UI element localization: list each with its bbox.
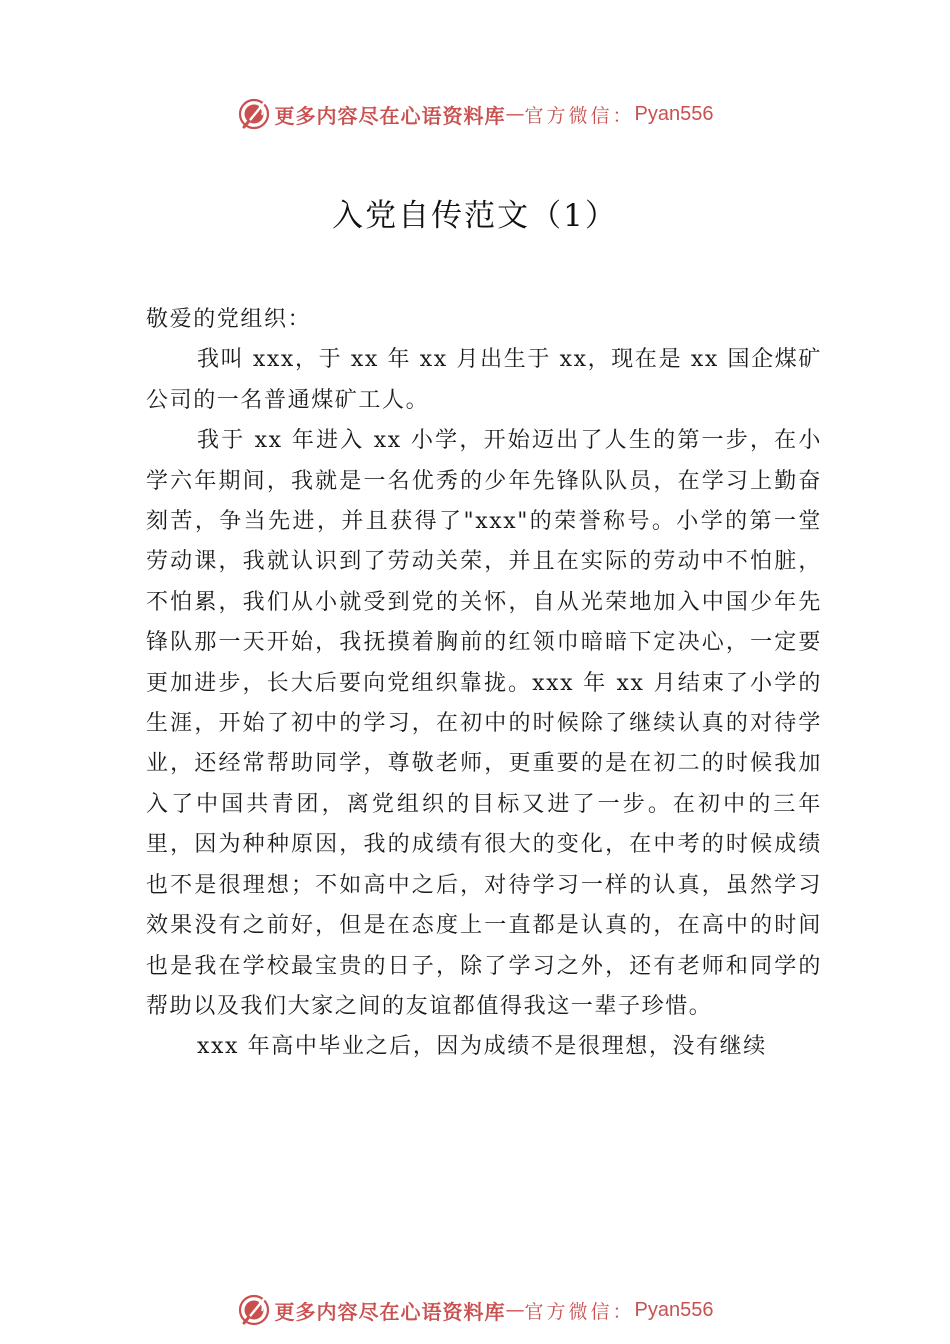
watermark-separator: —: [505, 1299, 525, 1321]
watermark-wechat-id: Pyan556: [634, 102, 714, 125]
paragraph: 我于 xx 年进入 xx 小学，开始迈出了人生的第一步，在小学六年期间，我就是一名优秀的少年先锋队队员，在学习上勤奋刻苦，争当先进，并且获得了"xxx"的荣誉称号。小学的第一堂劳动课，我就认识到了劳动关荣，并且在实际的劳动中不怕脏，不怕累，我们从小就受到党的关怀，自从光荣地加入中国少年先锋队那一天开始，我抚摸着胸前的红领巾暗暗下定决心，一定要更加进步，长大后要向党组织靠拢。xxx 年 xx 月结束了小学的生涯，开始了初中的学习，在初中的时候除了继续认真的对待学业，还经常帮助同学，尊敬老师，更重要的是在初二的时候我加入了中国共青团，离党组织的目标又进了一步。在初中的三年里，因为种种原因，我的成绩有很大的变化，在中考的时候成绩也不是很理想；不如高中之后，对待学习一样的认真，虽然学习效果没有之前好，但是在态度上一直都是认真的，在高中的时间也是我在学校最宝贵的日子，除了学习之外，还有老师和同学的帮助以及我们大家之间的友谊都值得我这一辈子珍惜。: [146, 428, 822, 1019]
quill-logo-icon: [237, 97, 271, 131]
watermark-wechat-label: 官方微信：: [524, 104, 635, 127]
paragraph: xxx 年高中毕业之后，因为成绩不是很理想，没有继续: [197, 1034, 767, 1060]
salutation: 敬爱的党组织：: [146, 307, 312, 332]
watermark-separator: —: [505, 103, 525, 125]
header-watermark: [0, 92, 950, 136]
watermark-text: 更多内容尽在心语资料库: [274, 103, 506, 128]
document-title: 入党自传范文（1）: [332, 198, 618, 234]
paragraph: 我叫 xxx，于 xx 年 xx 月出生于 xx，现在是 xx 国企煤矿公司的一名普通煤矿工人。: [146, 347, 822, 413]
watermark-wechat-label: 官方微信：: [524, 1300, 635, 1323]
quill-logo-icon: [237, 1293, 271, 1327]
watermark-wechat-id: Pyan556: [634, 1298, 714, 1321]
document-body: [146, 300, 822, 1068]
watermark-text: 更多内容尽在心语资料库: [274, 1299, 506, 1324]
footer-watermark: [0, 1288, 950, 1332]
